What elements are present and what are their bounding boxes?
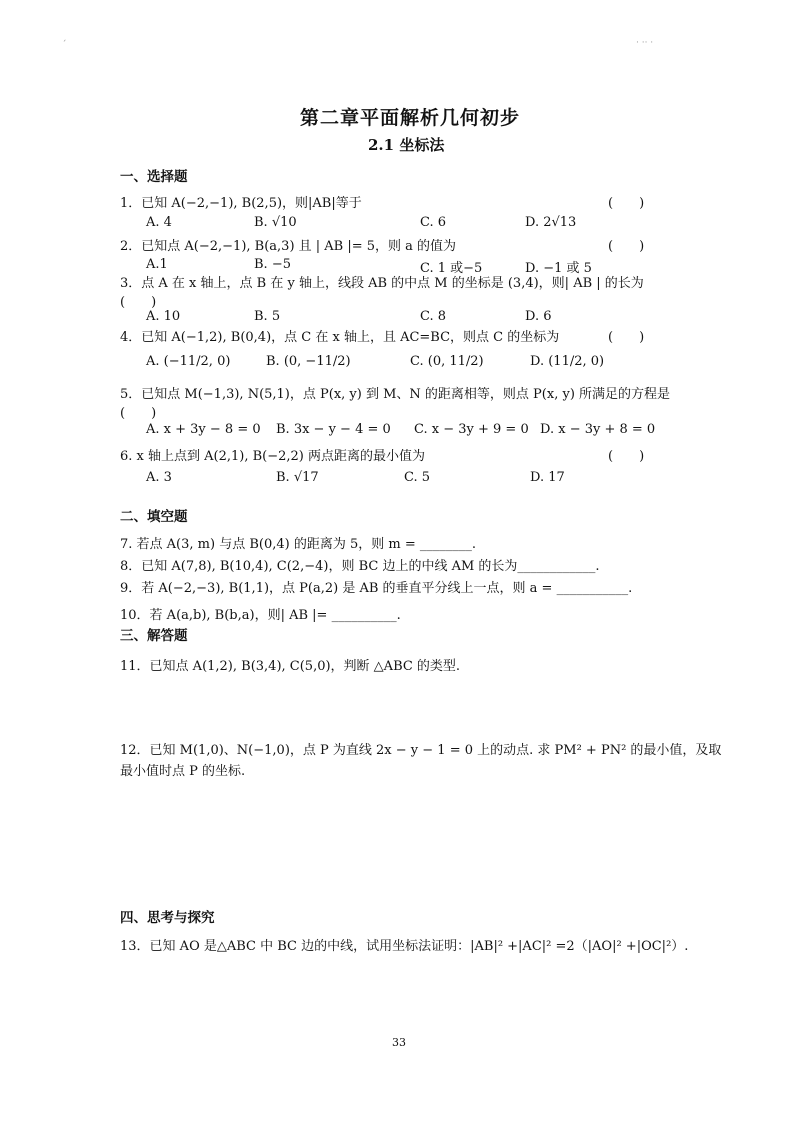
question-3-stem: 3．点 A 在 x 轴上，点 B 在 y 轴上，线段 AB 的中点 M 的坐标是 (3,4)，则| AB | 的长为	[120, 276, 644, 291]
page-number: 33	[392, 1036, 406, 1049]
section-heading-explore: 四、思考与探究	[120, 910, 215, 926]
question-4-stem: 4．已知 A(−1,2), B(0,4)，点 C 在 x 轴上，且 AC=BC，则点 C 的坐标为	[120, 330, 560, 345]
question-4-option-c: C. (0, 11/2)	[410, 354, 484, 369]
question-13-text: 13．已知 AO 是△ABC 中 BC 边的中线，试用坐标法证明：|AB|² +|AC|² =2（|AO|² +|OC|²）.	[120, 939, 689, 954]
scan-speck-left: ˊ	[62, 40, 67, 50]
question-6-option-b: B. √17	[276, 470, 319, 485]
question-10-text: 10．若 A(a,b), B(b,a)，则| AB |= __________.	[120, 608, 401, 623]
question-5-option-d: D. x − 3y + 8 = 0	[540, 422, 656, 437]
question-1-option-c: C. 6	[420, 215, 447, 230]
section-heading-choice: 一、选择题	[120, 169, 188, 185]
question-6-answer-paren: ( )	[608, 449, 645, 464]
question-3-option-d: D. 6	[525, 309, 552, 324]
question-6-option-a: A. 3	[146, 470, 172, 485]
question-2-option-d: D. −1 或 5	[525, 261, 592, 276]
question-6-stem: 6. x 轴上点到 A(2,1), B(−2,2) 两点距离的最小值为	[120, 449, 425, 464]
question-2-stem: 2．已知点 A(−2,−1), B(a,3) 且 | AB |= 5，则 a 的值为	[120, 239, 457, 254]
question-4-answer-paren: ( )	[608, 330, 645, 345]
question-12-text-line2: 最小值时点 P 的坐标.	[120, 764, 246, 779]
question-1-option-a: A. 4	[146, 215, 172, 230]
section-heading-solve: 三、解答题	[120, 628, 188, 644]
question-1-answer-paren: ( )	[608, 196, 645, 211]
question-5-option-b: B. 3x − y − 4 = 0	[276, 422, 391, 437]
question-7-text: 7. 若点 A(3, m) 与点 B(0,4) 的距离为 5，则 m = ________.	[120, 537, 476, 552]
question-2-answer-paren: ( )	[608, 239, 645, 254]
section-subtitle: 2.1 坐标法	[368, 136, 445, 154]
question-5-answer-paren: ( )	[120, 406, 157, 421]
question-5-option-c: C. x − 3y + 9 = 0	[414, 422, 529, 437]
question-2-option-c: C. 1 或−5	[420, 261, 483, 276]
question-4-option-d: D. (11/2, 0)	[530, 354, 605, 369]
question-4-option-b: B. (0, −11/2)	[266, 354, 351, 369]
section-heading-fill: 二、填空题	[120, 509, 188, 525]
question-6-option-d: D. 17	[530, 470, 565, 485]
question-1-option-d: D. 2√13	[525, 215, 577, 230]
question-12-text-line1: 12．已知 M(1,0)、N(−1,0)，点 P 为直线 2x − y − 1 = 0 上的动点. 求 PM² + PN² 的最小值，及取	[120, 743, 722, 758]
question-4-option-a: A. (−11/2, 0)	[146, 354, 231, 369]
question-5-option-a: A. x + 3y − 8 = 0	[146, 422, 261, 437]
chapter-title: 第二章平面解析几何初步	[300, 107, 521, 129]
question-1-option-b: B. √10	[254, 215, 297, 230]
question-6-option-c: C. 5	[404, 470, 431, 485]
question-3-option-a: A. 10	[146, 309, 181, 324]
question-9-text: 9．若 A(−2,−3), B(1,1)，点 P(a,2) 是 AB 的垂直平分线上一点，则 a = ___________.	[120, 581, 633, 596]
question-5-stem: 5．已知点 M(−1,3), N(5,1)，点 P(x, y) 到 M、N 的距离相等，则点 P(x, y) 所满足的方程是	[120, 387, 671, 402]
question-3-answer-paren: ( )	[120, 295, 157, 310]
question-2-option-a: A.1	[146, 257, 168, 272]
question-8-text: 8．已知 A(7,8), B(10,4), C(2,−4)，则 BC 边上的中线 AM 的长为____________.	[120, 559, 600, 574]
question-2-option-b: B. −5	[254, 257, 291, 272]
question-3-option-b: B. 5	[254, 309, 281, 324]
question-11-text: 11．已知点 A(1,2), B(3,4), C(5,0)，判断 △ABC 的类型.	[120, 659, 461, 674]
question-3-option-c: C. 8	[420, 309, 447, 324]
question-1-stem: 1．已知 A(−2,−1), B(2,5)，则|AB|等于	[120, 196, 362, 211]
scan-speck-right: · ·· ·	[636, 38, 654, 48]
